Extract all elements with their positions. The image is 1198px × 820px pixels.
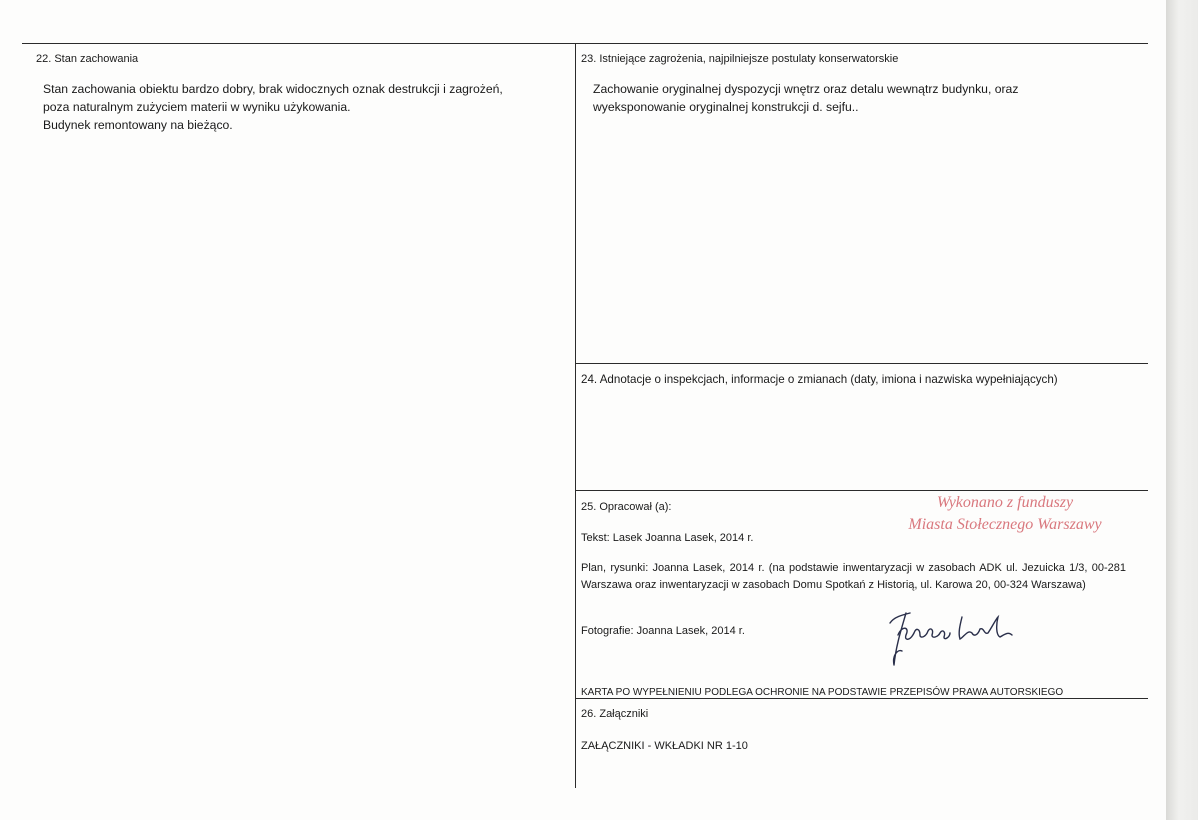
photo-author: Fotografie: Joanna Lasek, 2014 r. (581, 625, 745, 637)
funding-stamp (880, 492, 1130, 536)
section-24-rule (575, 363, 1148, 364)
section-26-title: 26. Załączniki (581, 708, 649, 720)
top-rule (22, 43, 1148, 44)
stamp-line-1: Wykonano z funduszy (936, 494, 1074, 511)
section-22-line-1: Stan zachowania obiektu bardzo dobry, brak widocznych oznak destrukcji i zagrożeń, (43, 82, 503, 96)
signature-icon (880, 605, 1030, 667)
plan-author: Plan, rysunki: Joanna Lasek, 2014 r. (na podstawie inwentaryzacji w zasobach ADK ul. Jezuicka 1/3, 00-281 Warszawa oraz inwentaryzacji w zasobach Domu Spotkań z Historią, ul. Karowa 20, 00-324 Warszawa) (581, 562, 1126, 591)
section-25-title: 25. Opracował (a): (581, 501, 672, 513)
column-divider (575, 43, 576, 788)
section-22-line-3: Budynek remontowany na bieżąco. (43, 118, 233, 132)
section-25-rule (575, 490, 1148, 491)
section-22-title: 22. Stan zachowania (36, 53, 139, 65)
section-23-line-2: wyeksponowanie oryginalnej konstrukcji d. sejfu.. (593, 100, 859, 114)
section-23-title: 23. Istniejące zagrożenia, najpilniejsze postulaty konserwatorskie (581, 53, 899, 65)
section-22-line-2: poza naturalnym zużyciem materii w wyniku użykowania. (43, 100, 351, 114)
copyright-notice: KARTA PO WYPEŁNIENIU PODLEGA OCHRONIE NA PODSTAWIE PRZEPISÓW PRAWA AUTORSKIEGO (581, 687, 1064, 698)
section-24-title: 24. Adnotacje o inspekcjach, informacje o zmianach (daty, imiona i nazwiska wypełniających) (581, 373, 1058, 386)
scanner-edge (1166, 0, 1198, 820)
text-author: Tekst: Lasek Joanna Lasek, 2014 r. (581, 532, 754, 544)
section-23-line-1: Zachowanie oryginalnej dyspozycji wnętrz oraz detalu wewnątrz budynku, oraz (593, 82, 1019, 96)
attachments-list: ZAŁĄCZNIKI - WKŁADKI NR 1-10 (581, 740, 748, 752)
stamp-line-2: Miasta Stołecznego Warszawy (908, 516, 1102, 533)
